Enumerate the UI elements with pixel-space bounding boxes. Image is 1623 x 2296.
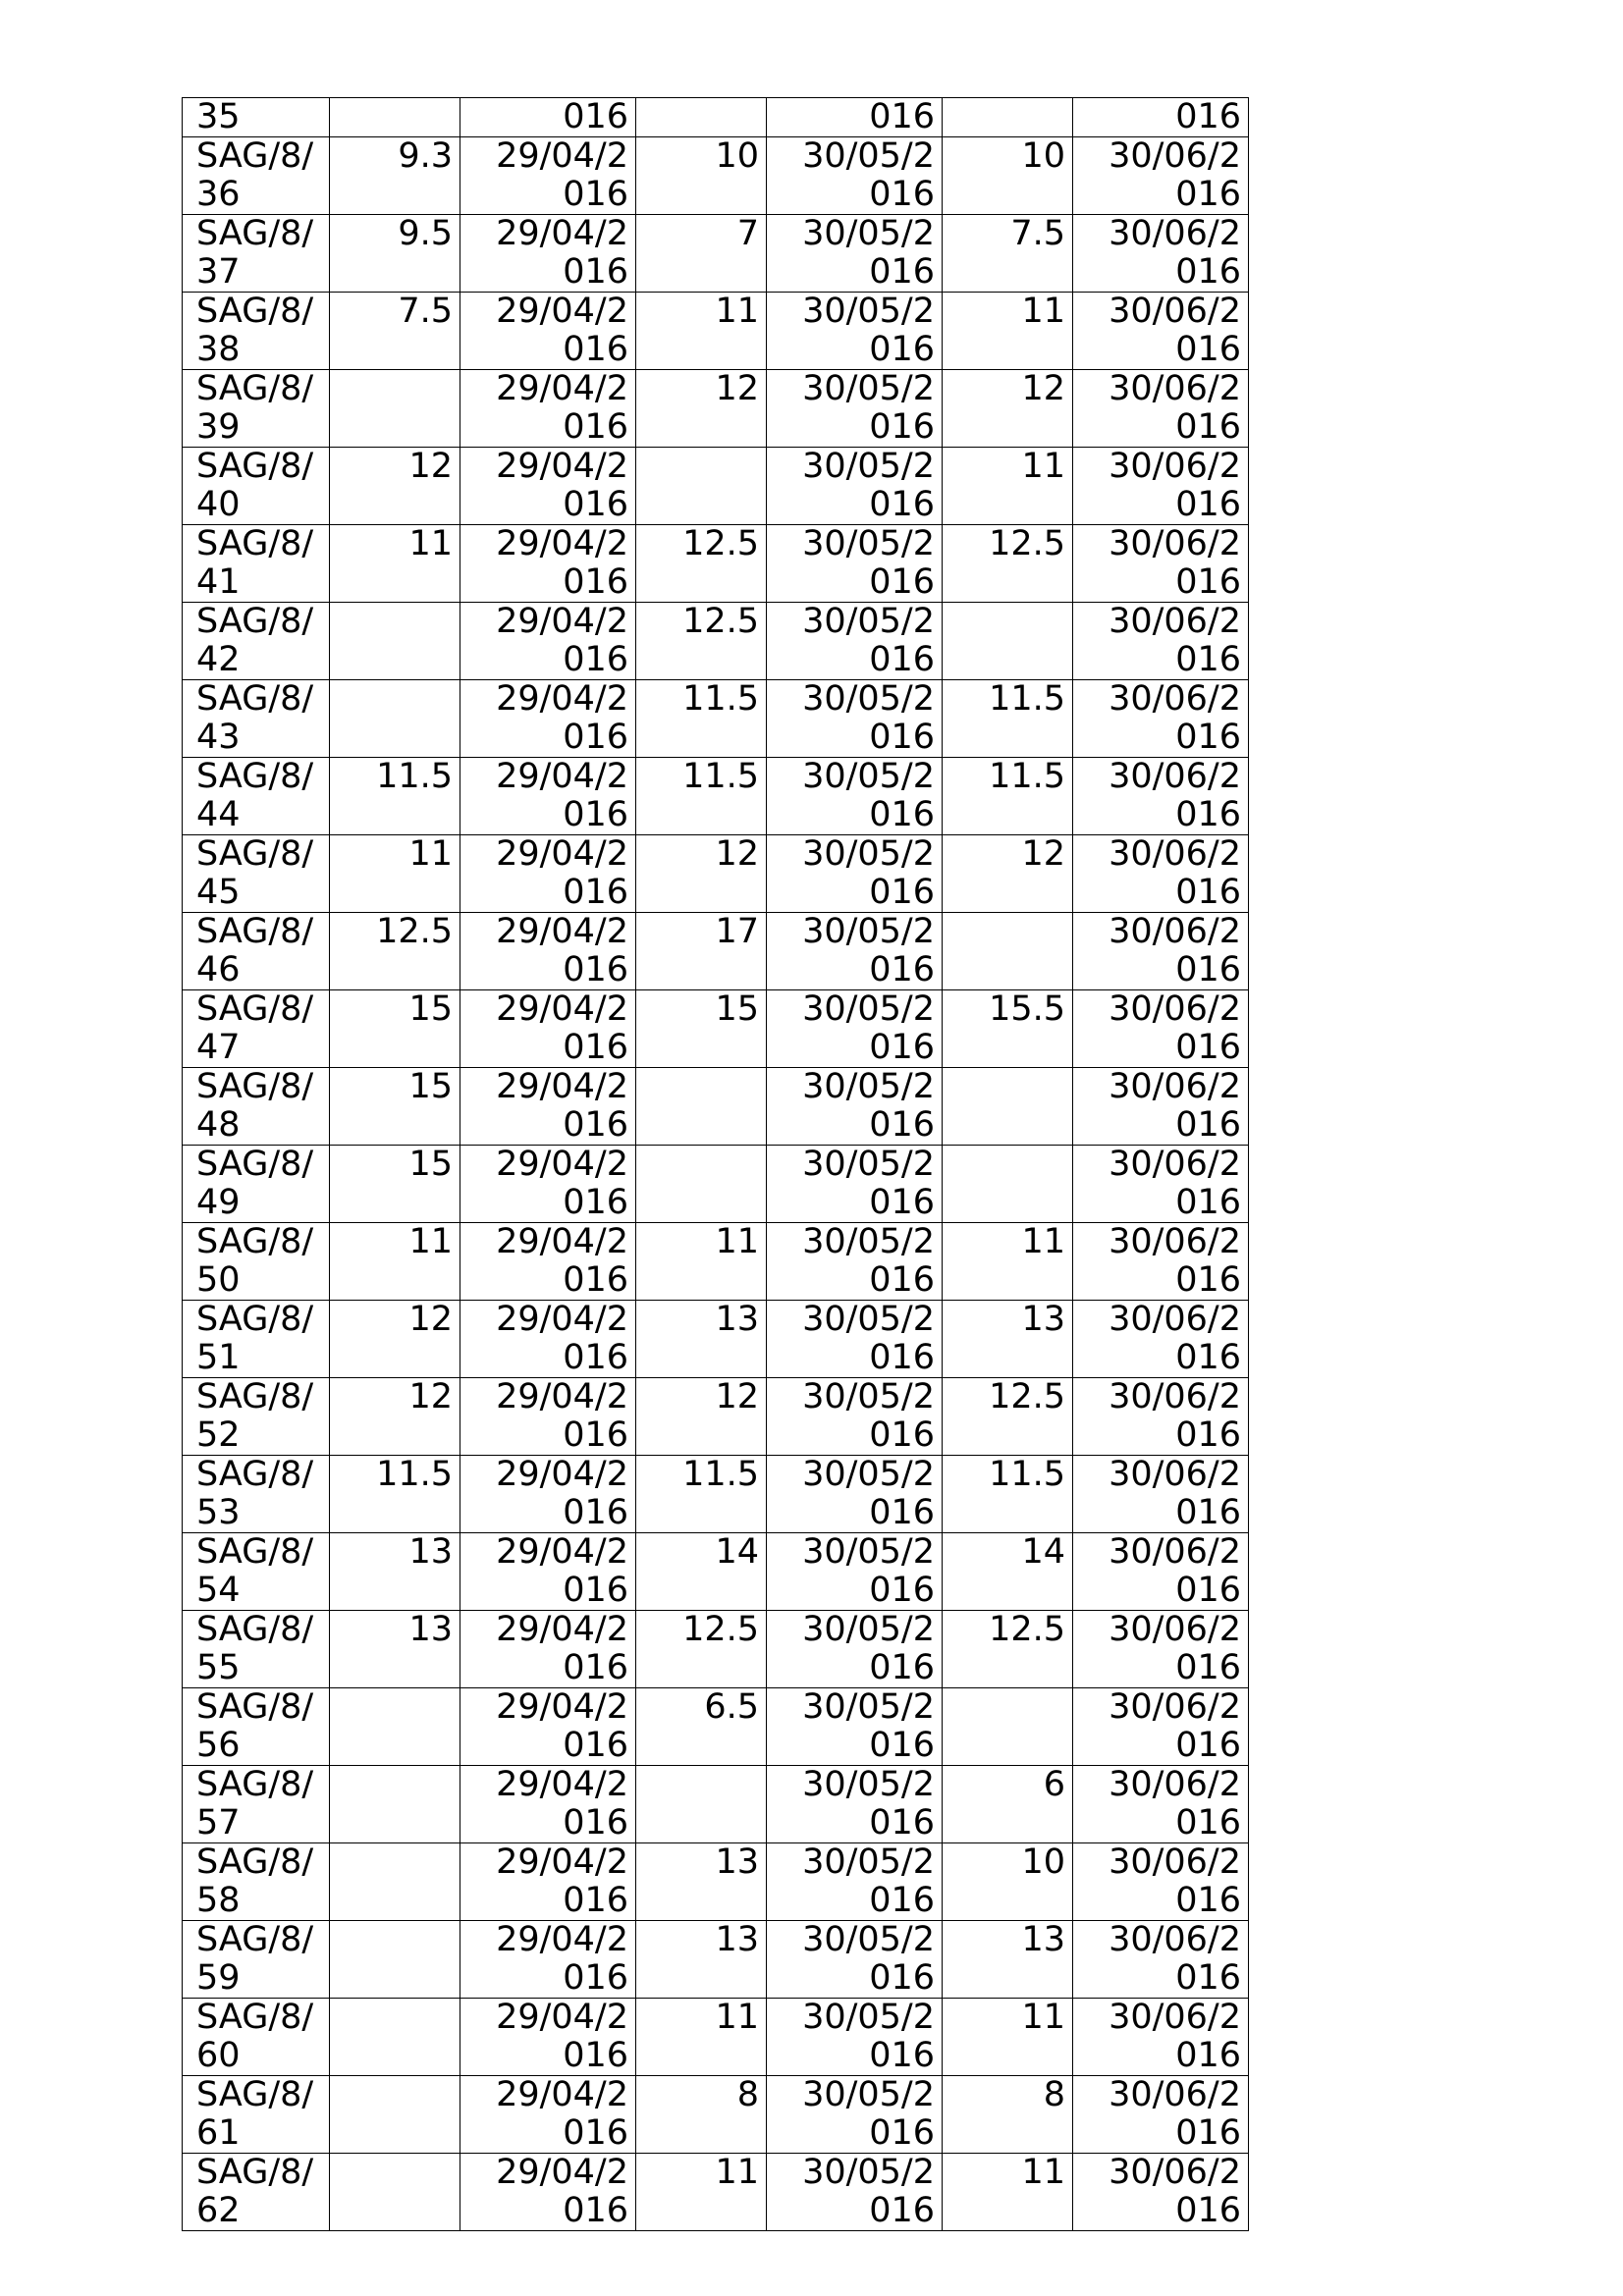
date-3-cell: 30/06/2 016 [1073, 137, 1249, 215]
sample-id-cell: SAG/8/ 37 [183, 215, 330, 293]
value-3-cell: 12.5 [943, 1378, 1073, 1456]
value-3-cell: 12.5 [943, 1611, 1073, 1688]
date-1-cell: 29/04/2 016 [460, 370, 636, 448]
sample-id-cell: SAG/8/ 58 [183, 1843, 330, 1921]
table-row [183, 1611, 1249, 1688]
sample-id-cell: SAG/8/ 51 [183, 1301, 330, 1378]
sample-id-cell: SAG/8/ 57 [183, 1766, 330, 1843]
sample-id-cell: SAG/8/ 46 [183, 913, 330, 990]
value-3-cell: 8 [943, 2076, 1073, 2154]
value-1-cell: 12.5 [330, 913, 460, 990]
date-1-cell: 29/04/2 016 [460, 1843, 636, 1921]
table-row [183, 370, 1249, 448]
table-row [183, 293, 1249, 370]
table-row [183, 913, 1249, 990]
date-2-cell: 30/05/2 016 [767, 1533, 943, 1611]
date-3-cell: 30/06/2 016 [1073, 2154, 1249, 2231]
value-1-cell: 11 [330, 525, 460, 603]
table-row [183, 448, 1249, 525]
value-2-cell: 13 [636, 1301, 767, 1378]
value-1-cell: 13 [330, 1611, 460, 1688]
sample-id-cell: SAG/8/ 47 [183, 990, 330, 1068]
date-1-cell: 29/04/2 016 [460, 1999, 636, 2076]
date-2-cell: 30/05/2 016 [767, 137, 943, 215]
value-3-cell: 13 [943, 1921, 1073, 1999]
value-1-cell: 15 [330, 1146, 460, 1223]
date-1-cell: 29/04/2 016 [460, 215, 636, 293]
sample-id-cell: SAG/8/ 59 [183, 1921, 330, 1999]
value-3-cell [943, 1146, 1073, 1223]
value-2-cell: 6.5 [636, 1688, 767, 1766]
date-3-cell: 30/06/2 016 [1073, 293, 1249, 370]
sample-id-cell: SAG/8/ 45 [183, 835, 330, 913]
date-2-cell: 30/05/2 016 [767, 1301, 943, 1378]
date-3-cell: 30/06/2 016 [1073, 1146, 1249, 1223]
value-1-cell: 12 [330, 1378, 460, 1456]
value-1-cell: 9.5 [330, 215, 460, 293]
sample-id-cell: SAG/8/ 44 [183, 758, 330, 835]
value-2-cell: 7 [636, 215, 767, 293]
date-1-cell: 29/04/2 016 [460, 1766, 636, 1843]
sample-id-cell: SAG/8/ 54 [183, 1533, 330, 1611]
value-1-cell: 9.3 [330, 137, 460, 215]
date-3-cell: 30/06/2 016 [1073, 1688, 1249, 1766]
date-3-cell: 30/06/2 016 [1073, 448, 1249, 525]
date-1-cell: 29/04/2 016 [460, 2076, 636, 2154]
value-2-cell: 11 [636, 1999, 767, 2076]
date-1-cell: 29/04/2 016 [460, 1146, 636, 1223]
date-3-cell: 30/06/2 016 [1073, 603, 1249, 680]
value-3-cell: 13 [943, 1301, 1073, 1378]
value-1-cell: 12 [330, 448, 460, 525]
value-2-cell: 12.5 [636, 603, 767, 680]
value-1-cell [330, 603, 460, 680]
value-1-cell: 7.5 [330, 293, 460, 370]
date-2-cell: 30/05/2 016 [767, 2076, 943, 2154]
date-2-cell: 016 [767, 98, 943, 137]
value-1-cell [330, 2076, 460, 2154]
table-row [183, 1766, 1249, 1843]
table-row [183, 1999, 1249, 2076]
table-row [183, 990, 1249, 1068]
date-1-cell: 29/04/2 016 [460, 448, 636, 525]
value-2-cell: 15 [636, 990, 767, 1068]
sample-id-cell: SAG/8/ 43 [183, 680, 330, 758]
date-3-cell: 30/06/2 016 [1073, 913, 1249, 990]
date-1-cell: 29/04/2 016 [460, 1611, 636, 1688]
sample-id-cell: SAG/8/ 41 [183, 525, 330, 603]
sample-id-cell: SAG/8/ 39 [183, 370, 330, 448]
value-3-cell: 11.5 [943, 680, 1073, 758]
value-1-cell: 15 [330, 1068, 460, 1146]
date-1-cell: 29/04/2 016 [460, 680, 636, 758]
value-3-cell: 10 [943, 137, 1073, 215]
date-1-cell: 29/04/2 016 [460, 1301, 636, 1378]
table-row [183, 215, 1249, 293]
date-2-cell: 30/05/2 016 [767, 603, 943, 680]
value-2-cell: 10 [636, 137, 767, 215]
date-1-cell: 29/04/2 016 [460, 1068, 636, 1146]
date-1-cell: 29/04/2 016 [460, 1223, 636, 1301]
value-1-cell: 11 [330, 1223, 460, 1301]
value-1-cell [330, 1999, 460, 2076]
value-2-cell: 14 [636, 1533, 767, 1611]
value-2-cell: 13 [636, 1921, 767, 1999]
date-1-cell: 29/04/2 016 [460, 2154, 636, 2231]
value-2-cell: 11 [636, 1223, 767, 1301]
value-1-cell: 11.5 [330, 1456, 460, 1533]
value-2-cell: 11.5 [636, 680, 767, 758]
date-3-cell: 30/06/2 016 [1073, 1611, 1249, 1688]
value-2-cell [636, 1766, 767, 1843]
value-2-cell: 13 [636, 1843, 767, 1921]
date-2-cell: 30/05/2 016 [767, 1688, 943, 1766]
sample-id-cell: SAG/8/ 62 [183, 2154, 330, 2231]
value-1-cell: 11 [330, 835, 460, 913]
date-1-cell: 29/04/2 016 [460, 1688, 636, 1766]
date-1-cell: 29/04/2 016 [460, 603, 636, 680]
table-row [183, 525, 1249, 603]
date-3-cell: 30/06/2 016 [1073, 1533, 1249, 1611]
date-1-cell: 29/04/2 016 [460, 1456, 636, 1533]
date-2-cell: 30/05/2 016 [767, 835, 943, 913]
value-3-cell [943, 603, 1073, 680]
value-2-cell: 11.5 [636, 758, 767, 835]
date-2-cell: 30/05/2 016 [767, 525, 943, 603]
value-3-cell [943, 98, 1073, 137]
date-3-cell: 30/06/2 016 [1073, 1843, 1249, 1921]
date-1-cell: 29/04/2 016 [460, 1533, 636, 1611]
date-2-cell: 30/05/2 016 [767, 1068, 943, 1146]
date-1-cell: 29/04/2 016 [460, 990, 636, 1068]
sample-id-cell: SAG/8/ 48 [183, 1068, 330, 1146]
date-3-cell: 30/06/2 016 [1073, 758, 1249, 835]
date-3-cell: 30/06/2 016 [1073, 835, 1249, 913]
value-3-cell: 6 [943, 1766, 1073, 1843]
date-3-cell: 30/06/2 016 [1073, 1068, 1249, 1146]
date-2-cell: 30/05/2 016 [767, 1378, 943, 1456]
value-1-cell: 13 [330, 1533, 460, 1611]
value-2-cell: 12 [636, 1378, 767, 1456]
table-row [183, 1921, 1249, 1999]
date-1-cell: 29/04/2 016 [460, 835, 636, 913]
table-row [183, 680, 1249, 758]
value-3-cell: 11.5 [943, 1456, 1073, 1533]
date-1-cell: 29/04/2 016 [460, 137, 636, 215]
value-3-cell: 10 [943, 1843, 1073, 1921]
date-2-cell: 30/05/2 016 [767, 1456, 943, 1533]
date-3-cell: 30/06/2 016 [1073, 215, 1249, 293]
date-2-cell: 30/05/2 016 [767, 1611, 943, 1688]
table-row [183, 1146, 1249, 1223]
date-3-cell: 30/06/2 016 [1073, 1301, 1249, 1378]
value-3-cell: 12 [943, 835, 1073, 913]
table-row [183, 758, 1249, 835]
table-row [183, 1688, 1249, 1766]
value-3-cell: 12.5 [943, 525, 1073, 603]
sample-id-cell: 35 [183, 98, 330, 137]
date-3-cell: 016 [1073, 98, 1249, 137]
date-1-cell: 29/04/2 016 [460, 913, 636, 990]
date-3-cell: 30/06/2 016 [1073, 1456, 1249, 1533]
sample-id-cell: SAG/8/ 53 [183, 1456, 330, 1533]
date-2-cell: 30/05/2 016 [767, 1766, 943, 1843]
value-3-cell [943, 1068, 1073, 1146]
value-1-cell [330, 98, 460, 137]
value-3-cell: 15.5 [943, 990, 1073, 1068]
value-2-cell [636, 1068, 767, 1146]
sample-id-cell: SAG/8/ 52 [183, 1378, 330, 1456]
date-3-cell: 30/06/2 016 [1073, 680, 1249, 758]
table-row [183, 1223, 1249, 1301]
measurements-table [182, 97, 1249, 2231]
value-3-cell: 11.5 [943, 758, 1073, 835]
sample-id-cell: SAG/8/ 60 [183, 1999, 330, 2076]
table-row [183, 1456, 1249, 1533]
value-3-cell: 11 [943, 2154, 1073, 2231]
table-row [183, 1843, 1249, 1921]
value-3-cell: 12 [943, 370, 1073, 448]
date-3-cell: 30/06/2 016 [1073, 2076, 1249, 2154]
date-1-cell: 29/04/2 016 [460, 293, 636, 370]
value-1-cell [330, 2154, 460, 2231]
value-2-cell: 11 [636, 2154, 767, 2231]
date-2-cell: 30/05/2 016 [767, 1223, 943, 1301]
date-3-cell: 30/06/2 016 [1073, 1921, 1249, 1999]
table-row [183, 137, 1249, 215]
value-2-cell: 12 [636, 835, 767, 913]
sample-id-cell: SAG/8/ 55 [183, 1611, 330, 1688]
table-row [183, 1378, 1249, 1456]
sample-id-cell: SAG/8/ 50 [183, 1223, 330, 1301]
table-row [183, 98, 1249, 137]
date-2-cell: 30/05/2 016 [767, 1999, 943, 2076]
table-body [183, 98, 1249, 2231]
date-3-cell: 30/06/2 016 [1073, 525, 1249, 603]
value-2-cell: 8 [636, 2076, 767, 2154]
value-3-cell: 11 [943, 448, 1073, 525]
sample-id-cell: SAG/8/ 49 [183, 1146, 330, 1223]
date-3-cell: 30/06/2 016 [1073, 1223, 1249, 1301]
value-1-cell [330, 680, 460, 758]
date-2-cell: 30/05/2 016 [767, 990, 943, 1068]
date-2-cell: 30/05/2 016 [767, 2154, 943, 2231]
date-1-cell: 29/04/2 016 [460, 525, 636, 603]
value-3-cell: 14 [943, 1533, 1073, 1611]
value-1-cell: 11.5 [330, 758, 460, 835]
value-2-cell [636, 1146, 767, 1223]
value-3-cell: 11 [943, 1999, 1073, 2076]
date-3-cell: 30/06/2 016 [1073, 1378, 1249, 1456]
value-1-cell [330, 1843, 460, 1921]
value-2-cell: 11 [636, 293, 767, 370]
date-2-cell: 30/05/2 016 [767, 1843, 943, 1921]
value-1-cell [330, 1688, 460, 1766]
value-2-cell [636, 98, 767, 137]
value-1-cell [330, 1766, 460, 1843]
value-3-cell: 11 [943, 1223, 1073, 1301]
table-row [183, 2154, 1249, 2231]
date-3-cell: 30/06/2 016 [1073, 370, 1249, 448]
date-1-cell: 29/04/2 016 [460, 1921, 636, 1999]
date-3-cell: 30/06/2 016 [1073, 990, 1249, 1068]
value-1-cell [330, 370, 460, 448]
date-2-cell: 30/05/2 016 [767, 293, 943, 370]
sample-id-cell: SAG/8/ 38 [183, 293, 330, 370]
value-2-cell: 12 [636, 370, 767, 448]
date-1-cell: 29/04/2 016 [460, 758, 636, 835]
table-row [183, 603, 1249, 680]
date-2-cell: 30/05/2 016 [767, 448, 943, 525]
date-2-cell: 30/05/2 016 [767, 758, 943, 835]
date-2-cell: 30/05/2 016 [767, 680, 943, 758]
value-3-cell: 7.5 [943, 215, 1073, 293]
sample-id-cell: SAG/8/ 36 [183, 137, 330, 215]
value-2-cell: 12.5 [636, 1611, 767, 1688]
date-2-cell: 30/05/2 016 [767, 1146, 943, 1223]
date-2-cell: 30/05/2 016 [767, 913, 943, 990]
value-3-cell: 11 [943, 293, 1073, 370]
date-3-cell: 30/06/2 016 [1073, 1766, 1249, 1843]
date-1-cell: 29/04/2 016 [460, 1378, 636, 1456]
table-row [183, 2076, 1249, 2154]
value-3-cell [943, 913, 1073, 990]
date-2-cell: 30/05/2 016 [767, 1921, 943, 1999]
date-1-cell: 016 [460, 98, 636, 137]
table-row [183, 835, 1249, 913]
value-2-cell: 12.5 [636, 525, 767, 603]
value-1-cell: 12 [330, 1301, 460, 1378]
sample-id-cell: SAG/8/ 56 [183, 1688, 330, 1766]
date-2-cell: 30/05/2 016 [767, 215, 943, 293]
value-1-cell [330, 1921, 460, 1999]
sample-id-cell: SAG/8/ 40 [183, 448, 330, 525]
date-2-cell: 30/05/2 016 [767, 370, 943, 448]
sample-id-cell: SAG/8/ 61 [183, 2076, 330, 2154]
value-2-cell: 17 [636, 913, 767, 990]
table-row [183, 1068, 1249, 1146]
table-row [183, 1533, 1249, 1611]
table-row [183, 1301, 1249, 1378]
date-3-cell: 30/06/2 016 [1073, 1999, 1249, 2076]
value-1-cell: 15 [330, 990, 460, 1068]
sample-id-cell: SAG/8/ 42 [183, 603, 330, 680]
value-2-cell: 11.5 [636, 1456, 767, 1533]
value-3-cell [943, 1688, 1073, 1766]
value-2-cell [636, 448, 767, 525]
